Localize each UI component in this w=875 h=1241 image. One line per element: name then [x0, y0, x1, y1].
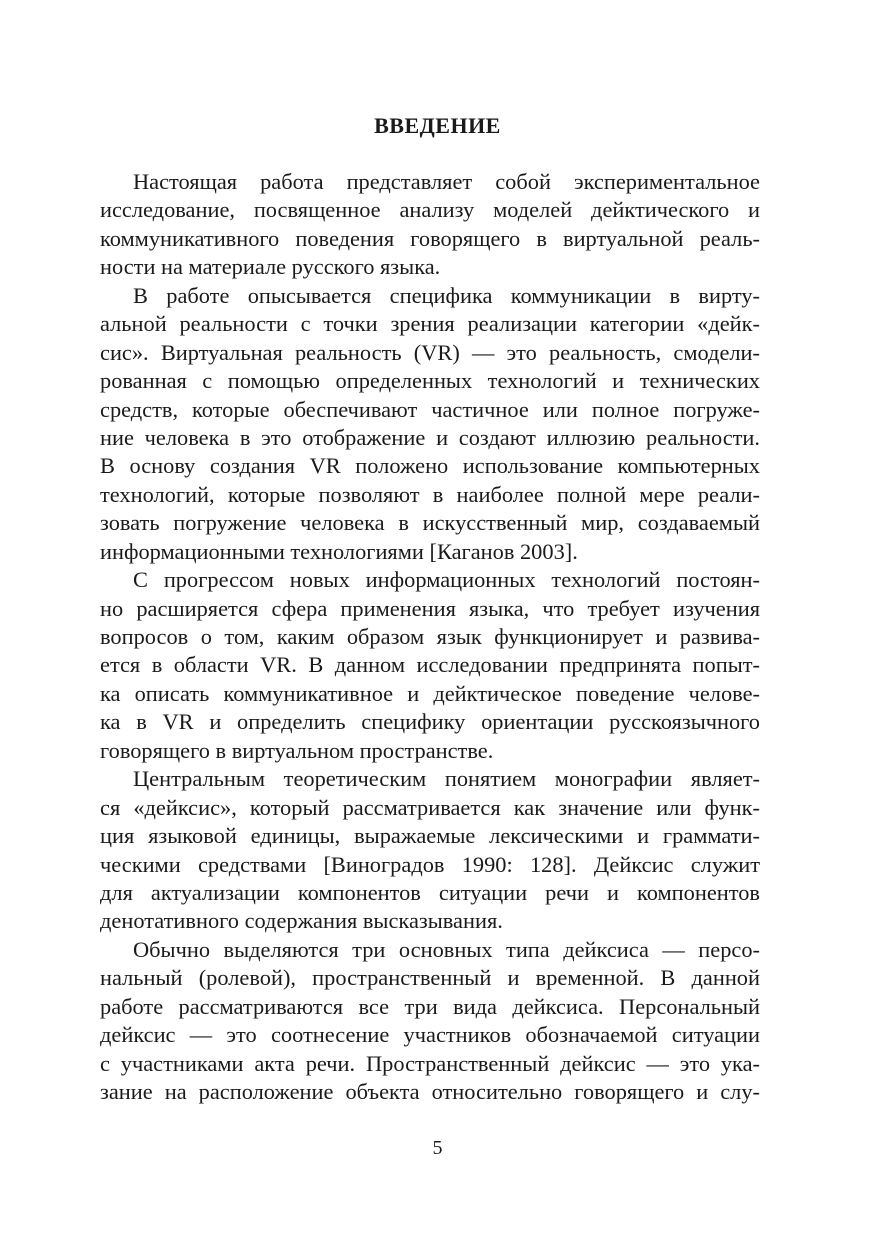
text-line: Обычно выделяются три основных типа дейксиса — персо-: [133, 936, 760, 962]
text-line: зовать погружение человека в искусственный мир, создаваемый: [100, 510, 760, 536]
text-line: С прогрессом новых информационных технологий постоян-: [133, 567, 760, 593]
text-line: денотативного содержания высказывания.: [100, 908, 503, 934]
paragraph: [100, 168, 760, 282]
paragraph: [100, 566, 760, 765]
text-line: работе рассматриваются все три вида дейксиса. Персональный: [100, 993, 760, 1019]
text-line: информационными технологиями [Каганов 2003].: [100, 538, 578, 564]
text-line: Настоящая работа представляет собой экспериментальное: [133, 169, 760, 194]
page-number: 5: [432, 1137, 443, 1159]
text-line: ние человека в это отображение и создают иллюзию реальности.: [100, 424, 760, 450]
chapter-heading: ВВЕДЕНИЕ: [374, 113, 501, 138]
text-line: ка в VR и определить специфику ориентации русскоязычного: [100, 709, 760, 735]
text-line: дейксис — это соотнесение участников обозначаемой ситуации: [100, 1022, 760, 1048]
text-line: говорящего в виртуальном пространстве.: [100, 737, 494, 763]
text-line: сис». Виртуальная реальность (VR) — это реальность, смодели-: [100, 339, 760, 365]
text-line: Центральным теоретическим понятием монографии являет-: [133, 766, 760, 792]
paragraph: [100, 765, 760, 936]
text-line: средств, которые обеспечивают частичное или полное погруже-: [100, 396, 760, 422]
text-line: ется в области VR. В данном исследовании предпринята попыт-: [100, 652, 760, 678]
text-line: но расширяется сфера применения языка, что требует изучения: [100, 595, 760, 621]
text-line: вопросов о том, каким образом язык функционирует и развива-: [100, 624, 760, 649]
text-line: с участниками акта речи. Пространственный дейксис — это ука-: [100, 1050, 760, 1076]
text-line: В основу создания VR положено использование компьютерных: [100, 453, 760, 479]
paragraph: [100, 936, 760, 1107]
text-line: технологий, которые позволяют в наиболее полной мере реали-: [100, 481, 760, 507]
text-line: ческими средствами [Виноградов 1990: 128]. Дейксис служит: [100, 851, 760, 877]
text-line: ся «дейксис», который рассматривается как значение или функ-: [100, 794, 760, 820]
text-line: рованная с помощью определенных технологий и технических: [100, 368, 760, 394]
text-line: В работе опысывается специфика коммуникации в вирту-: [133, 282, 760, 308]
body-text: [100, 168, 760, 1106]
text-line: альной реальности с точки зрения реализации категории «дейк-: [100, 311, 760, 337]
text-line: ка описать коммуникативное и дейктическое поведение челове-: [100, 680, 760, 706]
text-line: ности на материале русского языка.: [100, 254, 441, 280]
text-line: ция языковой единицы, выражаемые лексическими и граммати-: [100, 823, 760, 849]
paragraph: [100, 282, 760, 566]
text-line: исследование, посвященное анализу моделей дейктического и: [100, 197, 760, 223]
text-line: зание на расположение объекта относительно говорящего и слу-: [100, 1079, 760, 1104]
text-line: для актуализации компонентов ситуации речи и компонентов: [100, 879, 760, 905]
text-line: нальный (ролевой), пространственный и временной. В данной: [100, 965, 760, 991]
text-line: коммуникативного поведения говорящего в виртуальной реаль-: [100, 225, 760, 251]
